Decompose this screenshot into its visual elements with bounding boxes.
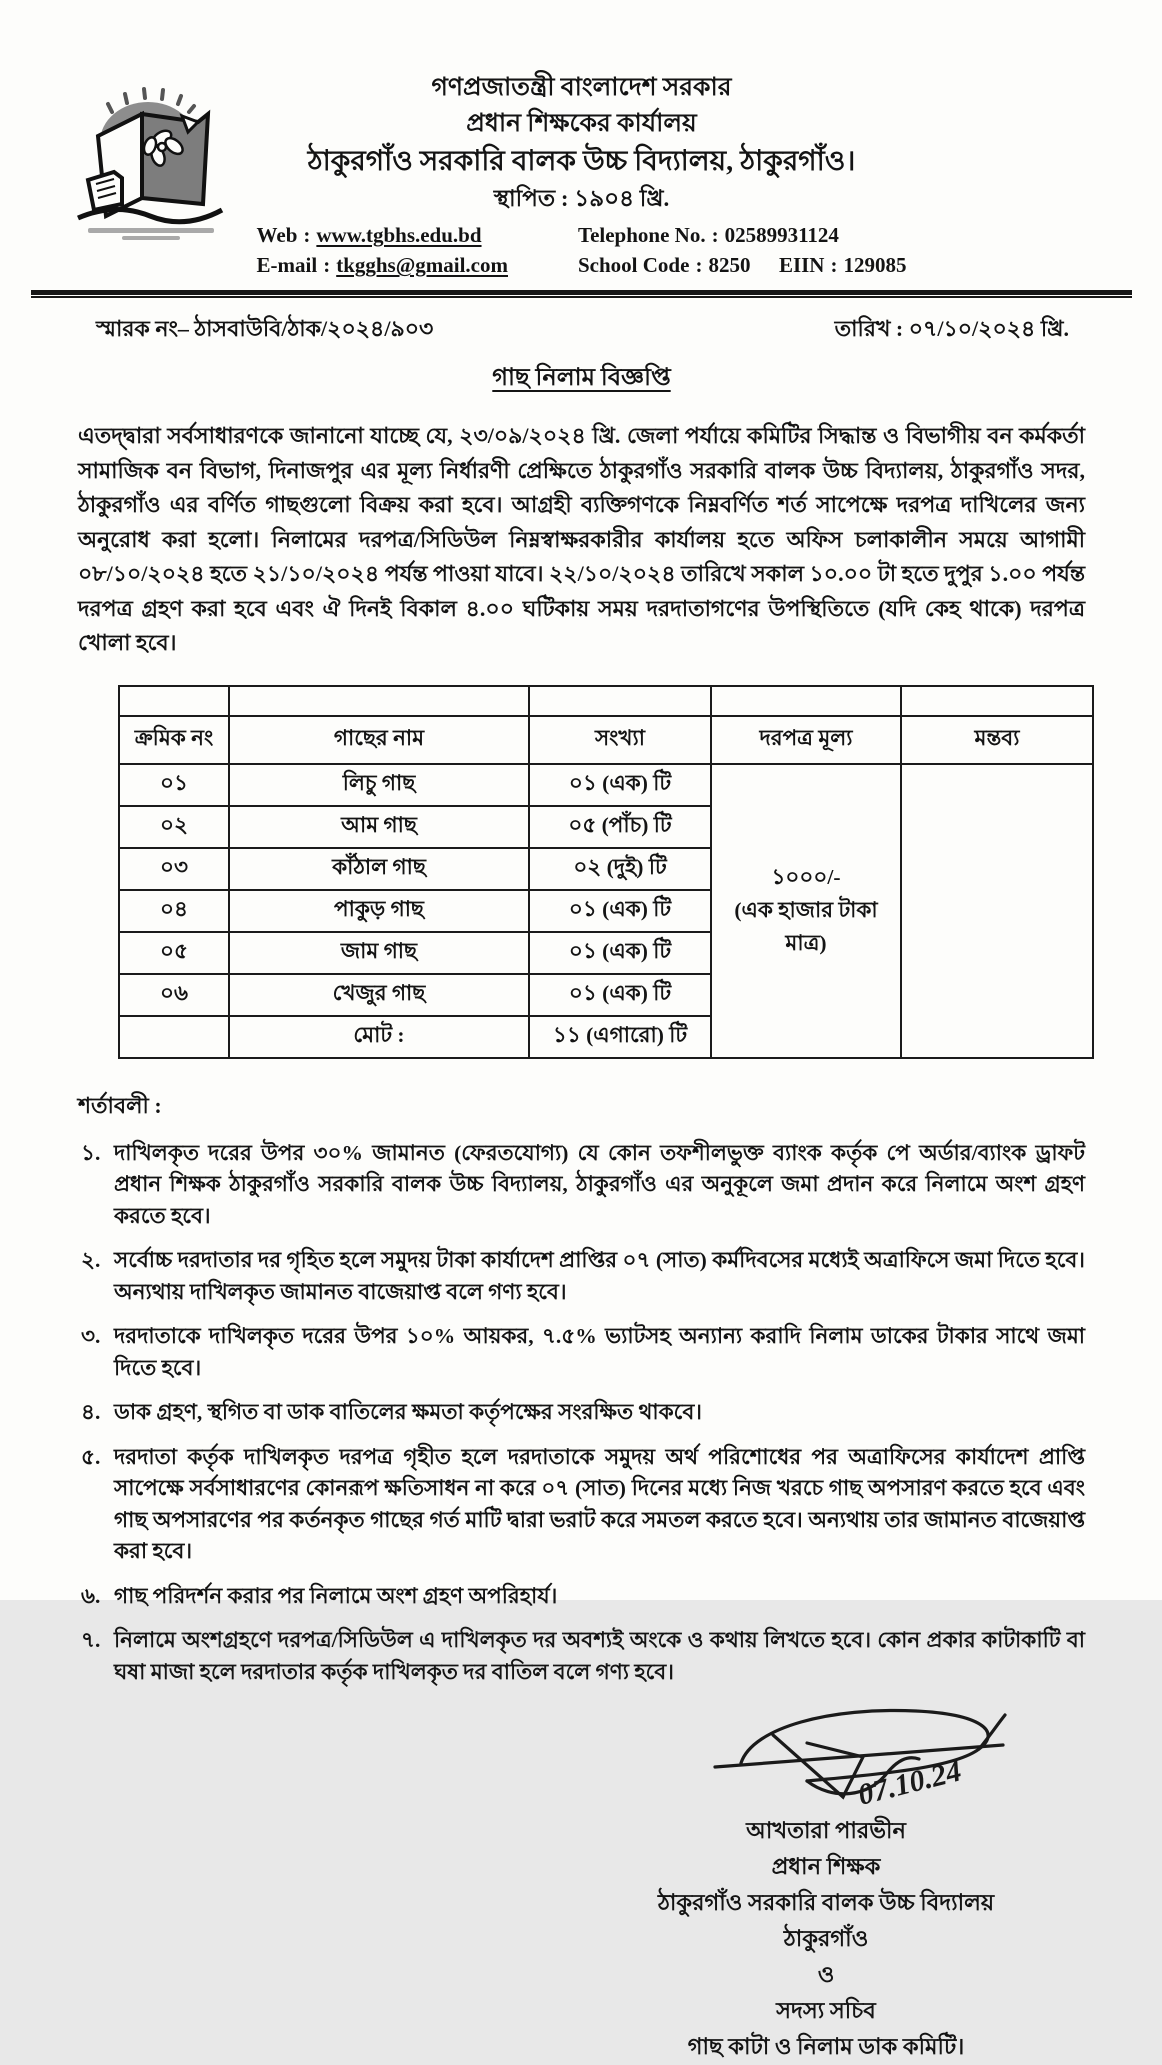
notice-body-paragraph: এতদ্দ্বারা সর্বসাধারণকে জানানো যাচ্ছে যে, ২৩/০৯/২০২৪ খ্রি. জেলা পর্যায়ে কমিটির সিদ্ধান্ত ও বিভাগীয় বন কর্মকর্তা সামাজিক বন বিভাগ, দিনাজপুর এর মূল্য নির্ধারণী প্রেক্ষিতে ঠাকুরগাঁও সরকারি বালক উচ্চ বিদ্যালয়, ঠাকুরগাঁও সদর, ঠাকুরগাঁও এর বর্ণিত গাছগুলো বিক্রয় করা হবে। আগ্রহী ব্যক্তিগণকে নিম্নবর্ণিত শর্ত সাপেক্ষে দরপত্র দাখিলের জন্য অনুরোধ করা হলো। নিলামের দরপত্র/সিডিউল নিম্নস্বাক্ষরকারীর কার্যালয় হতে অফিস চলাকালীন সময়ে আগামী ০৮/১০/২০২৪ হতে ২১/১০/২০২৪ পর্যন্ত পাওয়া যাবে। ২২/১০/২০২৪ তারিখে সকাল ১০.০০ টা হতে দুপুর ১.০০ পর্যন্ত দরপত্র গ্রহণ করা হবে এবং ঐ দিনই বিকাল ৪.০০ ঘটিকায় সময় দরদাতাগণের উপস্থিতিতে (যদি কেহ থাকে) দরপত্র খোলা হবে। [78,423,1085,655]
signatory-org-line2: ঠাকুরগাঁও [783,1926,869,1951]
cell-tree-name: খেজুর গাছ [229,974,529,1016]
price-amount: ১০০০/- [771,865,841,889]
term-text: দাখিলকৃত দরের উপর ৩০% জামানত (ফেরতযোগ্য) যে কোন তফশীলভুক্ত ব্যাংক কর্তৃক পে অর্ডার/ব্যাংক ড্রাফট প্রধান শিক্ষক ঠাকুরগাঁও সরকারি বালক উচ্চ বিদ্যালয়, ঠাকুরগাঁও এর অনুকূলে জমা প্রদান করে নিলামে অংশ গ্রহণ করতে হবে। [114,1140,1085,1228]
cell-quantity: ০১ (এক) টি [529,890,711,932]
term-text: দরদাতা কর্তৃক দাখিলকৃত দরপত্র গৃহীত হলে দরদাতাকে সমুদয় অর্থ পরিশোধের পর অত্রাফিসের কার্যাদেশ প্রাপ্তি সাপেক্ষে সর্বসাধারণের কোনরূপ ক্ষতিসাধন না করে ০৭ (সাত) দিনের মধ্যে নিজ খরচে গাছ অপসারণ করতে হবে এবং গাছ অপসারণের পর কর্তনকৃত গাছের গর্ত মাটি দ্বারা ভরাট করে সমতল করতে হবে। অন্যথায় তার জামানত বাজেয়াপ্ত করা হবে। [114,1444,1085,1563]
term-text: দরদাতাকে দাখিলকৃত দরের উপর ১০% আয়কর, ৭.৫% ভ্যাটসহ অন্যান্য করাদি নিলাম ডাকের টাকার সাথে জমা দিতে হবে। [114,1324,1085,1380]
eiin-label: EIIN [778,253,825,277]
term-number: ৭. [81,1628,101,1652]
table-row [119,764,1093,806]
table-header-row [119,716,1093,764]
cell-quantity: ০১ (এক) টি [529,764,711,806]
price-words-2: মাত্র) [785,931,827,955]
col-header-quantity: সংখ্যা [529,716,711,764]
memo-line [78,312,1085,349]
contact-left: Web : www.tgbhs.edu.bd E-mail : tkgghs@gmail.com [257,220,508,280]
cell-serial: ০৬ [119,974,229,1016]
term-number: ১. [81,1140,101,1165]
col-header-tree-name: গাছের নাম [229,716,529,764]
term-text: ডাক গ্রহণ, স্থগিত বা ডাক বাতিলের ক্ষমতা কর্তৃপক্ষের সংরক্ষিত থাকবে। [114,1400,702,1424]
col-header-tender-price: দরপত্র মূল্য [711,716,901,764]
established-year: স্থাপিত : ১৯০৪ খ্রি. [493,186,670,211]
col-header-remarks: মন্তব্য [901,716,1093,764]
term-number: ২. [81,1248,101,1272]
signatory-conjunction: ও [817,1962,835,1987]
government-name: গণপ্রজাতন্ত্রী বাংলাদেশ সরকার [431,74,732,101]
term-number: ৫. [81,1444,101,1469]
term-text: নিলামে অংশগ্রহণে দরপত্র/সিডিউল এ দাখিলকৃত দর অবশ্যই অংকে ও কথায় লিখতে হবে। কোন প্রকার কাটাকাটি বা ঘষা মাজা হলে দরদাতার কর্তৃক দাখিলকৃত দর বাতিল বলে গণ্য হবে। [114,1628,1085,1684]
web-label: Web [256,223,298,247]
email-address[interactable]: tkgghs@gmail.com [336,253,508,277]
web-url[interactable]: www.tgbhs.edu.bd [316,223,482,247]
signatory-designation: প্রধান শিক্ষক [771,1854,881,1879]
contact-right: Telephone No. : 02589931124 School Code : 8250 EIIN : 129085 [578,220,906,280]
term-item-3 [78,1321,1085,1384]
cell-serial: ০৩ [119,848,229,890]
total-quantity: ১১ (এগারো) টি [529,1016,711,1058]
cell-quantity: ০২ (দুই) টি [529,848,711,890]
term-number: ৬. [81,1583,101,1608]
header-divider-thick [31,290,1132,295]
cell-serial: ০২ [119,806,229,848]
cell-tree-name: আম গাছ [229,806,529,848]
cell-quantity: ০৫ (পাঁচ) টি [529,806,711,848]
price-words-1: (এক হাজার টাকা [734,898,878,922]
terms-heading: শর্তাবলী : [78,1092,162,1118]
total-label: মোট : [229,1016,529,1058]
term-number: ৩. [81,1324,101,1348]
signature-date: 07.10.24 [854,1754,965,1812]
term-item-6 [78,1581,1085,1613]
table-blank-row [119,686,1093,716]
signature-block [591,1701,1061,2065]
cell-serial-empty [119,1016,229,1058]
cell-remarks [901,764,1093,1058]
school-code-label: School Code [578,253,690,277]
cell-tree-name: কাঁঠাল গাছ [229,848,529,890]
cell-tree-name: লিচু গাছ [229,764,529,806]
terms-list [78,1138,1085,1689]
school-name: ঠাকুরগাঁও সরকারি বালক উচ্চ বিদ্যালয়, ঠাকুরগাঁও। [307,146,856,177]
memo-number: স্মারক নং– ঠাসবাউবি/ঠাক/২০২৪/৯০৩ [96,316,434,341]
school-logo-icon [70,76,230,246]
term-item-4 [78,1397,1085,1429]
cell-quantity: ০১ (এক) টি [529,974,711,1016]
cell-serial: ০৪ [119,890,229,932]
eiin-value: 129085 [843,253,907,277]
school-code-value: 8250 [708,253,751,277]
notice-title: গাছ নিলাম বিজ্ঞপ্তি [492,365,671,391]
cell-tender-price [711,764,901,1058]
phone-label: Telephone No. [578,223,706,247]
cell-tree-name: পাকুড় গাছ [229,890,529,932]
school-logo [70,76,230,246]
term-item-2 [78,1245,1085,1308]
term-item-7 [78,1625,1085,1688]
cell-serial: ০১ [119,764,229,806]
office-name: প্রধান শিক্ষকের কার্যালয় [466,110,697,137]
memo-date: তারিখ : ০৭/১০/২০২৪ খ্রি. [834,316,1069,341]
cell-quantity: ০১ (এক) টি [529,932,711,974]
email-label: E-mail [256,253,318,277]
auction-items-table [118,685,1094,1059]
term-item-5 [78,1442,1085,1568]
phone-number: 02589931124 [724,223,839,247]
signatory-committee: গাছ কাটা ও নিলাম ডাক কমিটি। [687,2034,965,2059]
col-header-serial: ক্রমিক নং [119,716,229,764]
signatory-org-line1: ঠাকুরগাঁও সরকারি বালক উচ্চ বিদ্যালয় [657,1890,995,1915]
handwritten-signature-icon [711,1701,1011,1823]
term-text: গাছ পরিদর্শন করার পর নিলামে অংশ গ্রহণ অপরিহার্য। [114,1583,558,1608]
letterhead [78,70,1085,280]
cell-tree-name: জাম গাছ [229,932,529,974]
term-text: সর্বোচ্চ দরদাতার দর গৃহিত হলে সমুদয় টাকা কার্যাদেশ প্রাপ্তির ০৭ (সাত) কর্মদিবসের মধ্যেই অত্রাফিসে জমা দিতে হবে। অন্যথায় দাখিলকৃত জামানত বাজেয়াপ্ত বলে গণ্য হবে। [114,1248,1085,1304]
header-divider-thin [31,296,1132,298]
cell-serial: ০৫ [119,932,229,974]
term-number: ৪. [81,1400,101,1424]
term-item-1 [78,1138,1085,1233]
signatory-role2: সদস্য সচিব [776,1998,876,2023]
signatory-name: আখতারা পারভীন [746,1818,906,1843]
